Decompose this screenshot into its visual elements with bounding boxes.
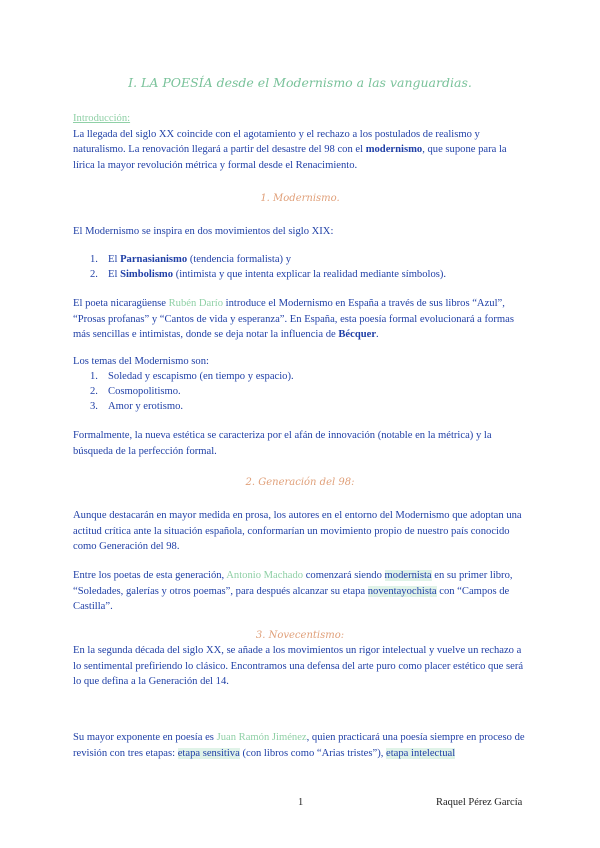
themes-intro: Los temas del Modernismo son: [73, 356, 209, 367]
page-number: 1 [298, 797, 304, 808]
highlight: etapa intelectual [386, 747, 456, 759]
ruben-dario-link[interactable]: Rubén Darío [168, 298, 224, 309]
modernismo-intro: El Modernismo se inspira en dos movimientos del siglo XIX: [73, 226, 334, 237]
section-heading-generacion-98: 2. Generación del 98: [245, 477, 355, 488]
gen98-paragraph-1: Aunque destacarán en mayor medida en prosa, los autores en el entorno del Modernismo que adoptan una actitud crítica ante la situación española, conformarían un movimiento propio de nuestro país conocido como Generación del 98. [73, 510, 522, 552]
list-item: 1. Soledad y escapismo (en tiempo y espacio). [90, 371, 294, 382]
list-item: 1. El Parnasianismo (tendencia formalista) y [90, 254, 292, 265]
list-item: 2. Cosmopolitismo. [90, 386, 181, 397]
section-heading-modernismo: 1. Modernismo. [260, 193, 340, 204]
intro-label: Introducción: [73, 113, 131, 124]
antonio-machado-link[interactable]: Antonio Machado [226, 570, 304, 581]
footer-author: Raquel Pérez García [436, 797, 523, 808]
gen98-paragraph-2: Entre los poetas de esta generación, Antonio Machado comenzará siendo modernista en su primer libro, “Soledades, galerías y otros poemas”, para después alcanzar su etapa noventayochista con “Campos de Castilla”. [73, 570, 513, 612]
novecentismo-paragraph-1: En la segunda década del siglo XX, se añade a los movimientos un rigor intelectual y vuelve un rechazo a lo sentimental prefiriendo lo clásico. Encontramos una defensa del arte puro como placer estético que será lo que defina a la Generación del 14. [73, 645, 524, 687]
list-item: 2. El Simbolismo (intimista y que intenta explicar la realidad mediante símbolos). [90, 269, 447, 280]
highlight: noventayochista [367, 585, 437, 597]
highlight: modernista [384, 570, 432, 581]
intro-paragraph [73, 111, 528, 173]
highlight: etapa sensitiva [177, 747, 240, 759]
page-title: I. LA POESÍA desde el Modernismo a las vanguardias. [128, 75, 472, 90]
list-item: 3. Amor y erotismo. [90, 401, 184, 412]
modernismo-paragraph-3: Formalmente, la nueva estética se caracteriza por el afán de innovación (notable en la métrica) y la búsqueda de la perfección formal. [73, 430, 492, 457]
intro-text-a: La llegada del siglo XX coincide con el agotamiento y el rechazo a los postulados de realismo y naturalismo. La renovación llegará a partir del desastre del 98 con el [73, 128, 480, 155]
novecentismo-paragraph-2: Su mayor exponente en poesía es Juan Ramón Jiménez, quien practicará una poesía siempre en proceso de revisión con tres etapas: etapa sensitiva (con libros como “Arias tristes”), etapa intelectual [73, 732, 525, 759]
intro-text-b: , que supone para la lírica la mayor revolución métrica y formal desde el Renacimiento. [73, 144, 507, 171]
section-heading-novecentismo: 3. Novecentismo: [255, 630, 345, 641]
intro-bold: modernismo [365, 144, 423, 155]
juan-ramon-jimenez-link[interactable]: Juan Ramón Jiménez [216, 732, 307, 743]
modernismo-paragraph-2: El poeta nicaragüense Rubén Darío introduce el Modernismo en España a través de sus libros “Azul”, “Prosas profanas” y “Cantos de vida y esperanza”. En España, esta poesía formal evolucionará a formas más sencillas e intimistas, donde se deja notar la influencia de Bécquer. [73, 298, 514, 340]
